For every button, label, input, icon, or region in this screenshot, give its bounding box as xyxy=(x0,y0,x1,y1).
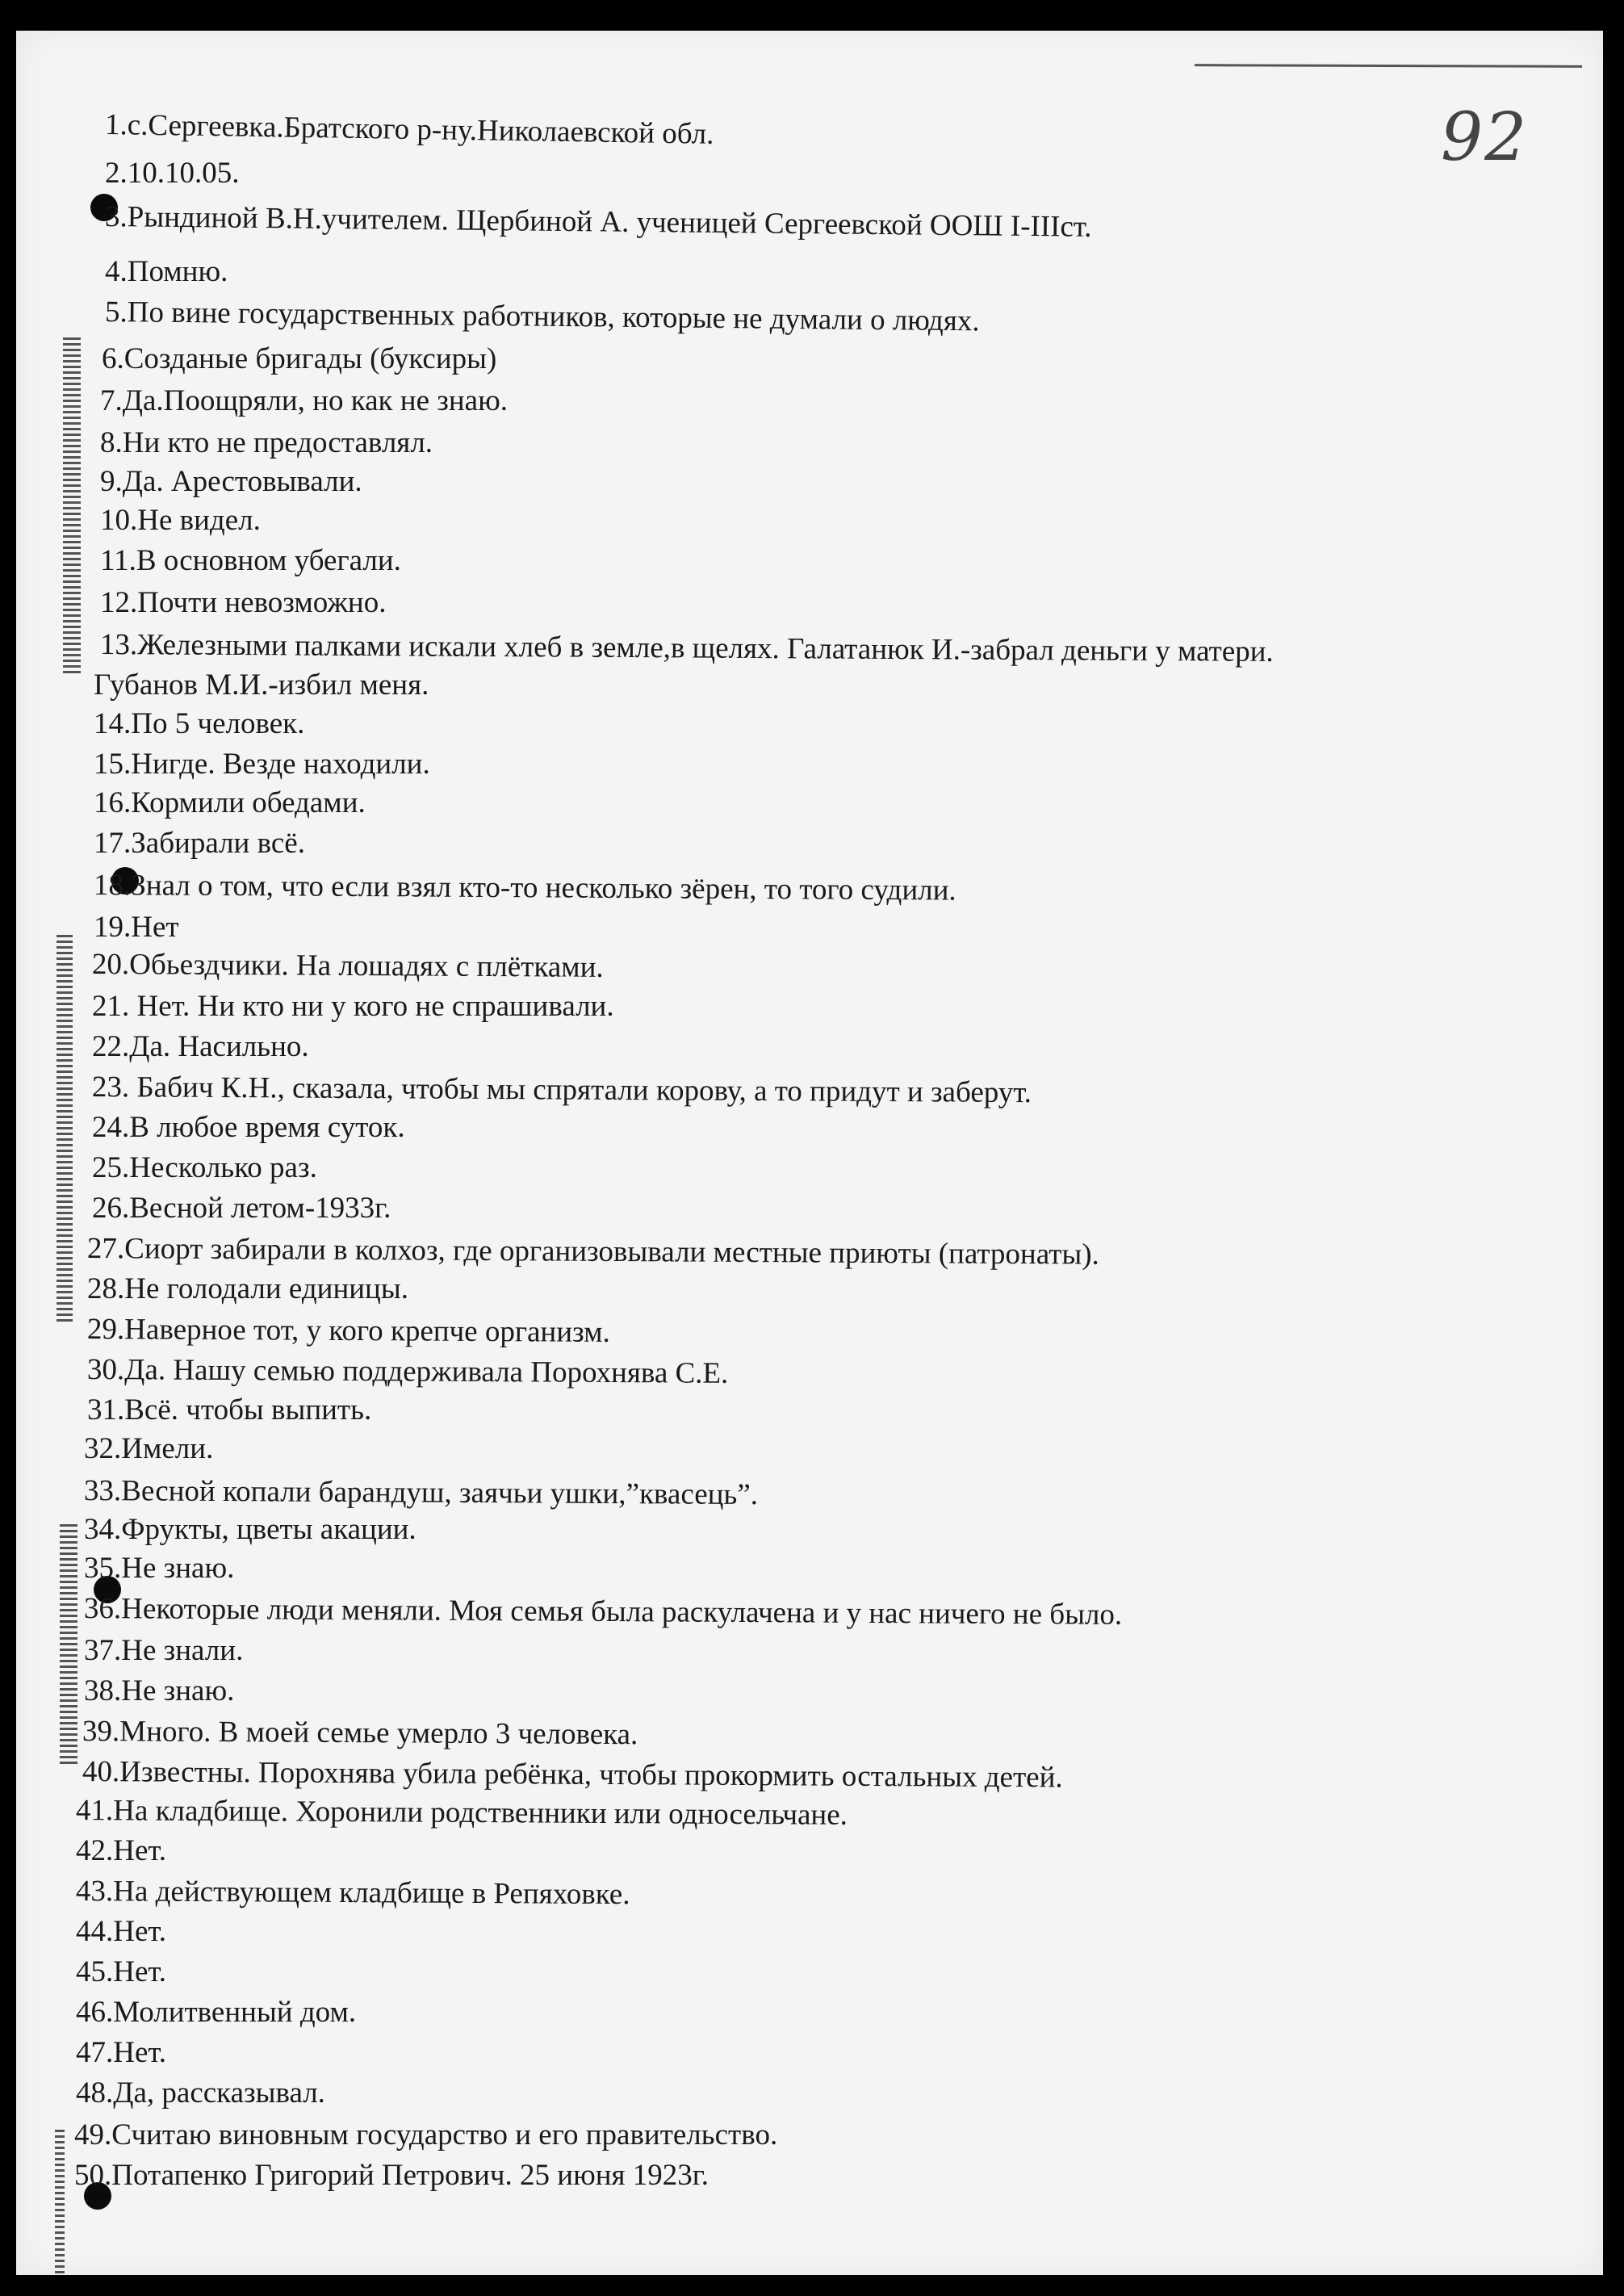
answer-line: 19.Нет xyxy=(94,911,179,944)
answer-line: 34.Фрукты, цветы акации. xyxy=(84,1513,416,1546)
document-page xyxy=(16,31,1603,2275)
answer-line: 11.В основном убегали. xyxy=(100,544,401,577)
scan-streak xyxy=(63,337,81,677)
answer-line: 15.Нигде. Везде находили. xyxy=(94,748,430,781)
answer-line: 40.Известны. Порохнява убила ребёнка, чтобы прокормить остальных детей. xyxy=(82,1755,1063,1795)
page-number: 92 xyxy=(1441,99,1529,176)
answer-line: 43.На действующем кладбище в Репяховке. xyxy=(75,1875,630,1912)
answer-line: 32.Имели. xyxy=(84,1432,214,1465)
top-rule xyxy=(1195,64,1582,68)
scan-streak xyxy=(57,935,73,1322)
answer-line: 39.Много. В моей семье умерло 3 человека. xyxy=(82,1715,638,1752)
answer-line: 23. Бабич К.Н., сказала, чтобы мы спрятали корову, а то придут и заберут. xyxy=(91,1070,1032,1110)
answer-line: 47.Нет. xyxy=(76,2036,167,2069)
answer-line: 29.Наверное тот, у кого крепче организм. xyxy=(86,1313,610,1349)
answer-line: 18.Знал о том, что если взял кто-то несколько зёрен, то того судили. xyxy=(93,869,956,907)
answer-line: 37.Не знали. xyxy=(84,1634,244,1667)
answer-line: 35.Не знаю. xyxy=(84,1552,235,1585)
answer-line: 46.Молитвенный дом. xyxy=(76,1996,357,2029)
answer-line: 9.Да. Арестовывали. xyxy=(100,465,362,498)
answer-line: 21. Нет. Ни кто ни у кого не спрашивали. xyxy=(92,990,614,1023)
answer-line: 42.Нет. xyxy=(76,1834,167,1867)
answer-line: Губанов М.И.-избил меня. xyxy=(94,668,429,702)
answer-line: 22.Да. Насильно. xyxy=(92,1030,309,1063)
answer-line: 25.Несколько раз. xyxy=(92,1151,317,1184)
answer-line: 4.Помню. xyxy=(105,255,228,288)
scan-streak xyxy=(60,1524,77,1766)
answer-line: 14.По 5 человек. xyxy=(94,707,305,740)
answer-line: 13.Железными палками искали хлеб в земле,в щелях. Галатанюк И.-забрал деньги у матери. xyxy=(99,628,1274,668)
answer-line: 45.Нет. xyxy=(76,1955,167,1988)
answer-line: 36.Некоторые люди меняли. Моя семья была раскулачена и у нас ничего не было. xyxy=(83,1592,1123,1632)
answer-line: 16.Кормили обедами. xyxy=(94,786,366,819)
answer-line: 41.На кладбище. Хоронили родственники или односельчане. xyxy=(75,1794,848,1832)
answer-line: 5.По вине государственных работников, которые не думали о людях. xyxy=(104,295,980,338)
answer-line: 49.Считаю виновным государство и его правительство. xyxy=(74,2118,778,2151)
answer-line: 20.Обьездчики. На лошадях с плётками. xyxy=(91,948,604,984)
answer-line: 3.Рындиной В.Н.учителем. Щербиной А. ученицей Сергеевской ООШ I-IIIст. xyxy=(104,200,1092,244)
answer-line: 2.10.10.05. xyxy=(105,157,240,190)
scan-streak xyxy=(55,2130,65,2275)
answer-line: 24.В любое время суток. xyxy=(92,1111,405,1144)
answer-line: 8.Ни кто не предоставлял. xyxy=(100,426,433,459)
answer-line: 7.Да.Поощряли, но как не знаю. xyxy=(100,384,508,417)
answer-line: 31.Всё. чтобы выпить. xyxy=(87,1393,372,1427)
answer-line: 33.Весной копали барандуш, заячьи ушки,”квасець”. xyxy=(83,1474,759,1512)
answer-line: 38.Не знаю. xyxy=(84,1674,235,1707)
answer-line: 26.Весной летом-1933г. xyxy=(92,1192,391,1225)
answer-line: 44.Нет. xyxy=(76,1915,167,1948)
answer-line: 30.Да. Нашу семью поддерживала Порохнява С.Е. xyxy=(86,1353,729,1390)
answer-line: 1.с.Сергеевка.Братского р-ну.Николаевской обл. xyxy=(104,108,714,151)
answer-line: 6.Созданые бригады (буксиры) xyxy=(102,342,497,375)
answer-line: 17.Забирали всё. xyxy=(94,827,305,860)
answer-line: 28.Не голодали единицы. xyxy=(87,1272,408,1305)
answer-line: 48.Да, рассказывал. xyxy=(76,2076,325,2110)
answer-line: 27.Сиорт забирали в колхоз, где организовывали местные приюты (патронаты). xyxy=(86,1232,1099,1272)
answer-line: 50.Потапенко Григорий Петрович. 25 июня 1923г. xyxy=(74,2159,709,2192)
answer-line: 12.Почти невозможно. xyxy=(100,586,387,619)
answer-line: 10.Не видел. xyxy=(100,504,261,537)
